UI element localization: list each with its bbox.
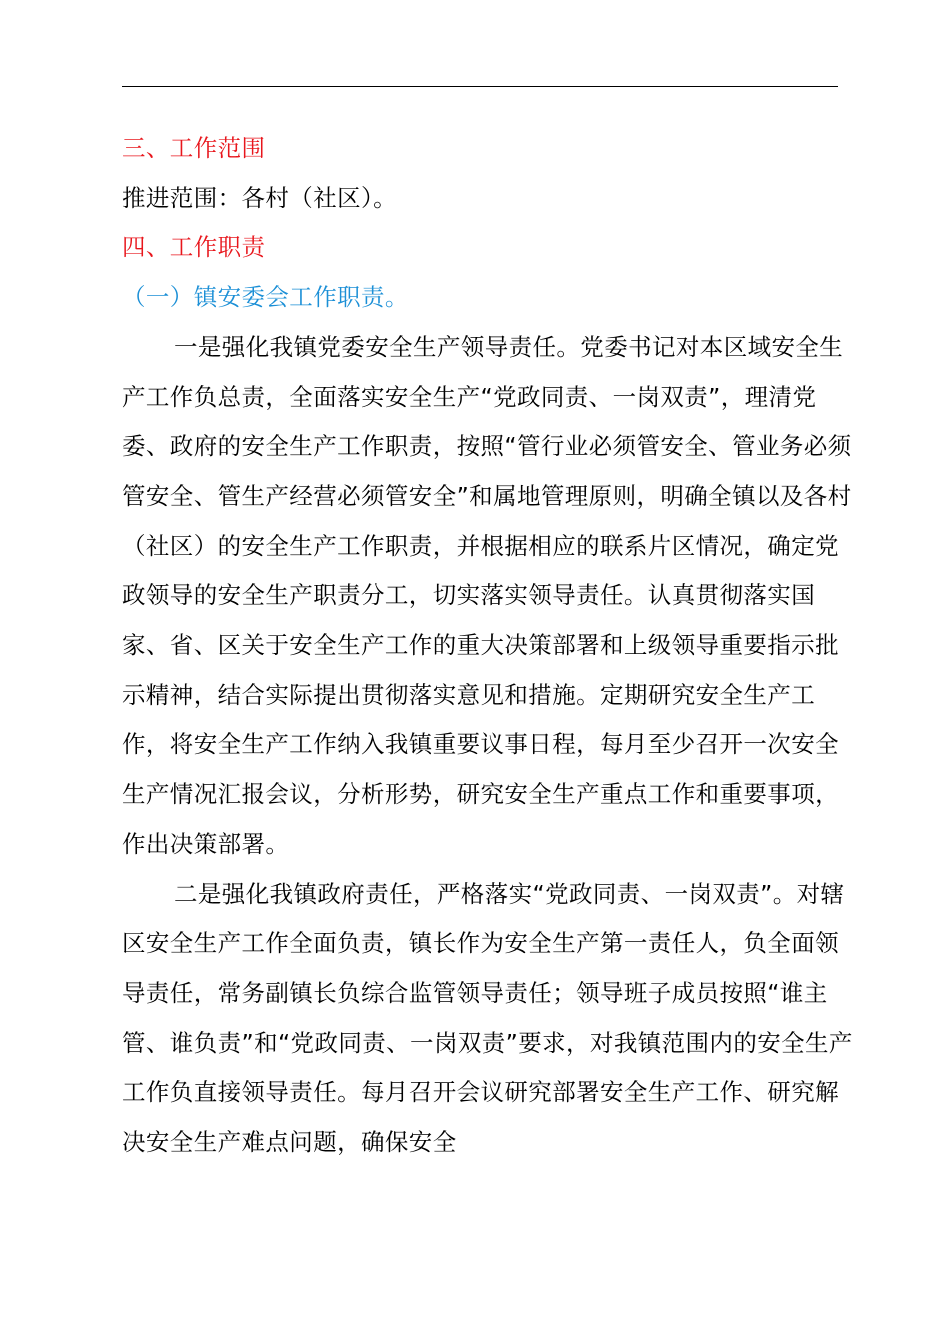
scope-text: 推进范围：各村（社区）。 bbox=[122, 183, 398, 212]
header-rule bbox=[122, 86, 838, 87]
subsection-heading-safety-committee: （一）镇安委会工作职责。 bbox=[122, 283, 409, 312]
document-body bbox=[122, 124, 862, 1168]
section-heading-scope: 三、工作范围 bbox=[122, 134, 266, 162]
paragraph-government-responsibility: 二是强化我镇政府责任，严格落实“党政同责、一岗双责”。对辖区安全生产工作全面负责，镇长作为安全生产第一责任人，负全面领导责任，常务副镇长负综合监管领导责任；领导班子成员按照“谁主管、谁负责”和“党政同责、一岗双责”要求，对我镇范围内的安全生产工作负直接领导责任。每月召开会议研究部署安全生产工作、研究解决安全生产难点问题，确保安全 bbox=[122, 879, 853, 1157]
section-heading-duties: 四、工作职责 bbox=[122, 233, 266, 262]
paragraph-party-committee-responsibility: 一是强化我镇党委安全生产领导责任。党委书记对本区域安全生产工作负总责，全面落实安全生产“党政同责、一岗双责”，理清党委、政府的安全生产工作职责，按照“管行业必须管安全、管业务必须管安全、管生产经营必须管安全”和属地管理原则，明确全镇以及各村（社区）的安全生产工作职责，并根据相应的联系片区情况，确定党政领导的安全生产职责分工，切实落实领导责任。认真贯彻落实国家、省、区关于安全生产工作的重大决策部署和上级领导重要指示批示精神，结合实际提出贯彻落实意见和措施。定期研究安全生产工作，将安全生产工作纳入我镇重要议事日程，每月至少召开一次安全生产情况汇报会议，分析形势，研究安全生产重点工作和重要事项，作出决策部署。 bbox=[122, 332, 852, 858]
